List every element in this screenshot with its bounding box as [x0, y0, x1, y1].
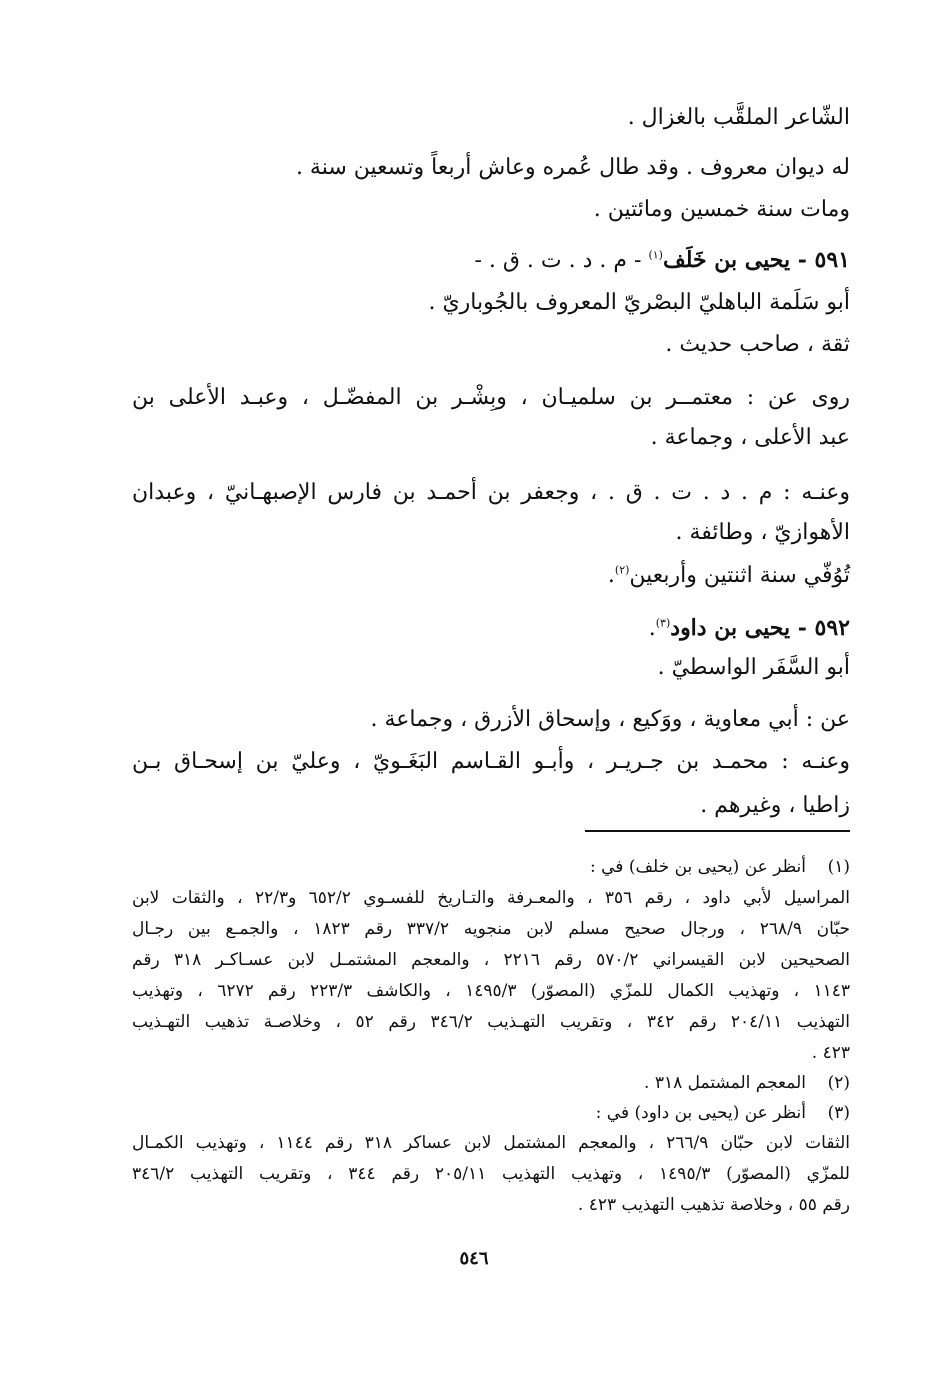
footnote-line: رقم ٥٥ ، وخلاصة تذهيب التهذيب ٤٢٣ . [577, 1195, 850, 1215]
footnote-2 [132, 1068, 850, 1098]
text-line: ومات سنة خمسين ومائتين . [593, 197, 850, 222]
text-line: وعنـه : م . د . ت . ق . ، وجعفر بن أحمـد بن فارس الإصبهـانيّ ، وعبدان [132, 480, 850, 505]
footnote-ref-3[interactable]: (٣) [655, 616, 671, 630]
footnote-line: ٤٢٣ . [811, 1043, 850, 1063]
text-line: له ديوان معروف . وقد طال عُمره وعاش أربعاً وتسعين سنة . [295, 155, 850, 180]
text-line: عن : أبي معاوية ، ووَكيع ، وإسحاق الأزرق ، وجماعة . [370, 707, 850, 732]
text-line: عبد الأعلى ، وجماعة . [650, 425, 850, 450]
text-line: الشّاعر الملقَّب بالغزال . [627, 105, 850, 130]
footnote-intro: أنظر عن (يحيى بن داود) في : [595, 1103, 806, 1123]
footnote-ref-2[interactable]: (٢) [614, 563, 630, 577]
death-text: تُوُفّي سنة اثنتين وأربعين [629, 563, 850, 588]
entry-592-heading [132, 608, 850, 649]
footnote-number: (٣) [827, 1103, 850, 1123]
text-line: ثقة ، صاحب حديث . [665, 332, 850, 357]
footnote-line: الصحيحين لابن القيسراني ٥٧٠/٢ رقم ٢٢١٦ ، والمعجم المشتمـل لابن عسـاكـر ٣١٨ رقم [132, 950, 850, 970]
footnote-line: التهذيب ٢٠٤/١١ رقم ٣٤٢ ، وتقريب التهـذيب ٣٤٦/٢ رقم ٥٢ ، وخلاصـة تذهيب التهـذيب [132, 1012, 851, 1032]
entry-591-death [132, 556, 850, 596]
entry-592-title: ٥٩٢ - يحيى بن داود [670, 615, 850, 641]
footnote-ref-1[interactable]: (١) [648, 248, 663, 262]
footnote-number: (٢) [827, 1073, 850, 1093]
heading-end: . [648, 616, 656, 641]
footnote-line: الثقات لابن حبّان ٢٦٦/٩ ، والمعجم المشتمل لابن عساكر ٣١٨ رقم ١١٤٤ ، وتهذيب الكمـال [132, 1133, 850, 1153]
page-number: ٥٤٦ [459, 1248, 489, 1269]
footnote-intro: المعجم المشتمل ٣١٨ . [644, 1073, 806, 1093]
footnote-intro: أنظر عن (يحيى بن خلف) في : [590, 857, 806, 877]
text-line: الأهوازيّ ، وطائفة . [675, 520, 850, 545]
text-line: أبو السَّفَر الواسطيّ . [657, 655, 850, 680]
entry-591-heading [132, 240, 850, 281]
footnote-line: ١١٤٣ ، وتهذيب الكمال للمزّي (المصوّر) ١٤٩٥/٣ ، والكاشف ٢٢٣/٣ رقم ٦٢٧٢ ، وتهذيب [132, 981, 850, 1001]
footnote-number: (١) [827, 857, 850, 877]
text-line: روى عن : معتمــر بن سلميـان ، وبِشْـر بن المفضّـل ، وعبـد الأعلى بن [132, 385, 850, 410]
text-line: زاطيا ، وغيرهم . [700, 793, 850, 818]
footnote-line: المراسيل لأبي داود ، رقم ٣٥٦ ، والمعـرفة والتـاريخ للفسـوي ٦٥٢/٢ و٢٢/٣ ، والثقات لابن [132, 888, 850, 908]
death-end: . [607, 563, 615, 588]
footnote-line: حبّان ٢٦٨/٩ ، ورجال صحيح مسلم لابن منجويه ٣٣٧/٢ رقم ١٨٢٣ ، والجمـع بين رجـال [132, 919, 850, 939]
entry-591-title: ٥٩١ - يحيى بن خَلَف [662, 247, 850, 273]
footnote-divider [585, 830, 850, 832]
footnote-3-intro [132, 1098, 850, 1128]
entry-591-codes: - م . د . ت . ق . - [474, 248, 649, 273]
text-line: وعنـه : محمـد بن جـريـر ، وأبـو القـاسم البَغَـويّ ، وعليّ بن إسحـاق بـن [132, 749, 850, 774]
footnote-line: للمزّي (المصوّر) ١٤٩٥/٣ ، وتهذيب التهذيب ٢٠٥/١١ رقم ٣٤٤ ، وتقريب التهذيب ٣٤٦/٢ [132, 1164, 850, 1184]
footnote-1-intro [132, 852, 850, 882]
text-line: أبو سَلَمة الباهليّ البصْريّ المعروف بالجُوباريّ . [428, 290, 850, 315]
